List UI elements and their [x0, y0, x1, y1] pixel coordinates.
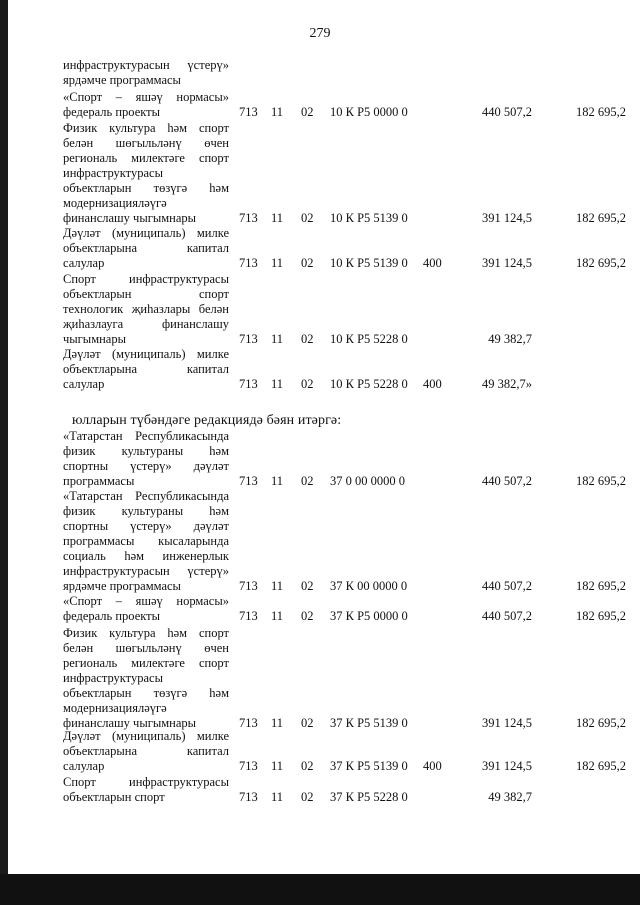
row-name-line: «Спорт – яшәү нормасы» — [63, 594, 229, 608]
row-name-line: модернизацияләүгә — [63, 701, 167, 715]
section-code: 11 — [271, 790, 284, 804]
ministry-code: 713 — [239, 609, 258, 623]
target-code: 37 К Р5 5139 0 — [330, 759, 408, 773]
ministry-code: 713 — [239, 332, 258, 346]
row-name-line: объектларына капитал — [63, 241, 229, 255]
row-name — [63, 594, 229, 624]
row-name — [63, 729, 229, 774]
subsection-code: 02 — [301, 377, 314, 391]
amount-year1: 49 382,7 — [488, 790, 532, 804]
row-name-line: объектларына капитал — [63, 362, 229, 376]
ministry-code: 713 — [239, 377, 258, 391]
amount-year2: 182 695,2 — [576, 105, 626, 119]
row-name-line: федераль проекты — [63, 609, 161, 623]
row-name-line: финанслашу чыгымнары — [63, 716, 197, 730]
expense-type-code: 400 — [423, 377, 442, 391]
subsection-code: 02 — [301, 211, 314, 225]
row-name-line: спортны үстерү» дәүләт — [63, 519, 229, 533]
amount-year2: 182 695,2 — [576, 759, 626, 773]
expense-type-code: 400 — [423, 256, 442, 270]
ministry-code: 713 — [239, 474, 258, 488]
target-code: 10 К Р5 5139 0 — [330, 211, 408, 225]
section-code: 11 — [271, 377, 284, 391]
target-code: 37 К Р5 5139 0 — [330, 716, 408, 730]
ministry-code: 713 — [239, 716, 258, 730]
row-name-line: җиһазлауга финанслашу — [63, 317, 229, 331]
section-code: 11 — [271, 716, 284, 730]
row-name-line: инфраструктурасын үстерү» — [63, 58, 229, 72]
ministry-code: 713 — [239, 579, 258, 593]
row-name-line: Физик культура һәм спорт — [63, 121, 229, 135]
section-code: 11 — [271, 332, 284, 346]
row-name-line: Спорт инфраструктурасы — [63, 272, 229, 286]
amount-year1: 440 507,2 — [482, 609, 532, 623]
ministry-code: 713 — [239, 759, 258, 773]
row-name-line: объектларын спорт — [63, 790, 165, 804]
section-heading: юлларын түбәндәге редакциядә бәян итәргә: — [72, 413, 342, 428]
row-name — [63, 429, 229, 489]
expense-type-code: 400 — [423, 759, 442, 773]
page-number: 279 — [309, 26, 331, 41]
subsection-code: 02 — [301, 579, 314, 593]
row-name-line: салулар — [63, 256, 105, 270]
amount-year1: 440 507,2 — [482, 474, 532, 488]
row-name — [63, 90, 229, 120]
section-code: 11 — [271, 256, 284, 270]
section-code: 11 — [271, 609, 284, 623]
row-name — [63, 272, 229, 347]
subsection-code: 02 — [301, 332, 314, 346]
target-code: 37 К Р5 0000 0 — [330, 609, 408, 623]
row-name-line: финанслашу чыгымнары — [63, 211, 197, 225]
row-name-line: региональ милектәге спорт — [63, 151, 229, 165]
row-name — [63, 121, 229, 226]
row-name-line: салулар — [63, 759, 105, 773]
row-name — [63, 489, 229, 594]
row-name-line: технологик җиһазлары белән — [63, 302, 229, 316]
target-code: 10 К Р5 5228 0 — [330, 332, 408, 346]
amount-year2: 182 695,2 — [576, 579, 626, 593]
row-name-line: модернизацияләүгә — [63, 196, 167, 210]
row-name-line: ярдәмче программасы — [63, 579, 181, 593]
row-name-line: объектларын төзүгә һәм — [63, 686, 229, 700]
row-name-line: объектларына капитал — [63, 744, 229, 758]
row-name-line: Дәүләт (муниципаль) милке — [63, 226, 229, 240]
amount-year1: 391 124,5 — [482, 759, 532, 773]
amount-year1: 49 382,7 — [488, 332, 532, 346]
row-name-line: объектларын спорт — [63, 287, 229, 301]
amount-year2: 182 695,2 — [576, 609, 626, 623]
row-name-line: Физик культура һәм спорт — [63, 626, 229, 640]
target-code: 37 К Р5 5228 0 — [330, 790, 408, 804]
row-name — [63, 775, 229, 805]
row-name-line: чыгымнары — [63, 332, 127, 346]
row-name-line: федераль проекты — [63, 105, 161, 119]
amount-year1: 440 507,2 — [482, 579, 532, 593]
section-code: 11 — [271, 759, 284, 773]
row-name-line: инфраструктурасы — [63, 671, 163, 685]
ministry-code: 713 — [239, 790, 258, 804]
ministry-code: 713 — [239, 256, 258, 270]
row-name-line: спортны үстерү» дәүләт — [63, 459, 229, 473]
row-name-line: «Татарстан Республикасында — [63, 489, 229, 503]
subsection-code: 02 — [301, 759, 314, 773]
row-name — [63, 626, 229, 731]
row-name-line: «Спорт – яшәү нормасы» — [63, 90, 229, 104]
amount-year2: 182 695,2 — [576, 474, 626, 488]
subsection-code: 02 — [301, 105, 314, 119]
subsection-code: 02 — [301, 790, 314, 804]
section-code: 11 — [271, 105, 284, 119]
ministry-code: 713 — [239, 211, 258, 225]
section-code: 11 — [271, 579, 284, 593]
row-name-line: объектларын төзүгә һәм — [63, 181, 229, 195]
row-name-line: инфраструктурасы — [63, 166, 163, 180]
target-code: 37 К 00 0000 0 — [330, 579, 408, 593]
row-name-line: физик культураны һәм — [63, 504, 229, 518]
row-name-line: ярдәмче программасы — [63, 73, 181, 87]
row-name-line: программасы кысаларында — [63, 534, 229, 548]
amount-year1: 440 507,2 — [482, 105, 532, 119]
row-name — [63, 226, 229, 271]
row-name-line: салулар — [63, 377, 105, 391]
subsection-code: 02 — [301, 716, 314, 730]
amount-year1: 391 124,5 — [482, 211, 532, 225]
amount-year2: 182 695,2 — [576, 211, 626, 225]
row-name-line: Дәүләт (муниципаль) милке — [63, 729, 229, 743]
amount-year1: 391 124,5 — [482, 256, 532, 270]
target-code: 37 0 00 0000 0 — [330, 474, 405, 488]
amount-year2: 182 695,2 — [576, 256, 626, 270]
amount-year1: 391 124,5 — [482, 716, 532, 730]
subsection-code: 02 — [301, 474, 314, 488]
target-code: 10 К Р5 5228 0 — [330, 377, 408, 391]
target-code: 10 К Р5 0000 0 — [330, 105, 408, 119]
row-name-line: Спорт инфраструктурасы — [63, 775, 229, 789]
section-code: 11 — [271, 211, 284, 225]
row-name-line: инфраструктурасын үстерү» — [63, 564, 229, 578]
ministry-code: 713 — [239, 105, 258, 119]
target-code: 10 К Р5 5139 0 — [330, 256, 408, 270]
scan-left-edge — [0, 0, 8, 905]
row-name-line: белән шөгыльләнү өчен — [63, 136, 229, 150]
subsection-code: 02 — [301, 609, 314, 623]
section-code: 11 — [271, 474, 284, 488]
amount-year1: 49 382,7» — [482, 377, 532, 391]
row-name — [63, 58, 229, 88]
row-name — [63, 347, 229, 392]
subsection-code: 02 — [301, 256, 314, 270]
row-name-line: Дәүләт (муниципаль) милке — [63, 347, 229, 361]
amount-year2: 182 695,2 — [576, 716, 626, 730]
scan-bottom-edge — [0, 874, 640, 905]
row-name-line: социаль һәм инженерлык — [63, 549, 229, 563]
row-name-line: физик культураны һәм — [63, 444, 229, 458]
row-name-line: белән шөгыльләнү өчен — [63, 641, 229, 655]
row-name-line: «Татарстан Республикасында — [63, 429, 229, 443]
row-name-line: региональ милектәге спорт — [63, 656, 229, 670]
row-name-line: программасы — [63, 474, 135, 488]
